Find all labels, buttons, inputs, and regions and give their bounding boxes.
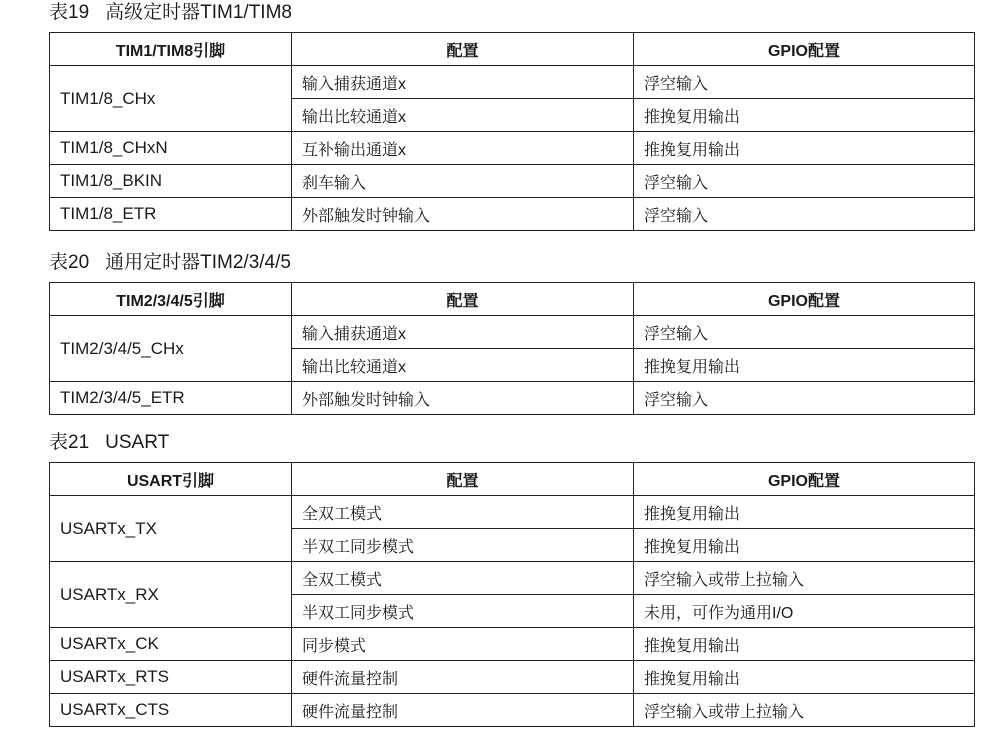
pin-cell: TIM1/8_CHxN xyxy=(50,132,292,165)
gpio-cell: 推挽复用输出 xyxy=(634,628,975,661)
table-header-row xyxy=(50,283,975,316)
gpio-cell: 推挽复用输出 xyxy=(634,349,975,382)
table-caption xyxy=(49,252,291,274)
gpio-cell: 浮空输入 xyxy=(634,198,975,231)
config-cell: 输出比较通道x xyxy=(292,349,634,382)
gpio-cell: 推挽复用输出 xyxy=(634,661,975,694)
table-row xyxy=(50,165,975,198)
table-row xyxy=(50,382,975,415)
gpio-cell: 推挽复用输出 xyxy=(634,132,975,165)
pin-config-table-tim1-tim8 xyxy=(49,32,975,231)
gpio-cell: 浮空输入 xyxy=(634,165,975,198)
gpio-cell: 推挽复用输出 xyxy=(634,529,975,562)
table-row xyxy=(50,694,975,727)
config-cell: 硬件流量控制 xyxy=(292,694,634,727)
table-number: 表19 xyxy=(49,2,90,23)
pin-config-table-tim2-5 xyxy=(49,282,975,415)
table-title: 高级定时器TIM1/TIM8 xyxy=(105,2,292,23)
table-row xyxy=(50,661,975,694)
table-row xyxy=(50,132,975,165)
config-cell: 输入捕获通道x xyxy=(292,66,634,99)
pin-cell: TIM2/3/4/5_CHx xyxy=(50,316,292,382)
table-row xyxy=(50,66,975,99)
pin-cell: USARTx_CTS xyxy=(50,694,292,727)
config-cell: 硬件流量控制 xyxy=(292,661,634,694)
header-pin: USART引脚 xyxy=(50,463,292,496)
gpio-cell: 浮空输入或带上拉输入 xyxy=(634,562,975,595)
pin-cell: TIM2/3/4/5_ETR xyxy=(50,382,292,415)
table-row xyxy=(50,496,975,529)
config-cell: 全双工模式 xyxy=(292,562,634,595)
table-title: 通用定时器TIM2/3/4/5 xyxy=(105,252,291,273)
gpio-cell: 推挽复用输出 xyxy=(634,496,975,529)
table-caption xyxy=(49,432,169,454)
header-pin: TIM1/TIM8引脚 xyxy=(50,33,292,66)
pin-cell: USARTx_RX xyxy=(50,562,292,628)
table-row xyxy=(50,198,975,231)
gpio-cell: 浮空输入 xyxy=(634,66,975,99)
config-cell: 半双工同步模式 xyxy=(292,529,634,562)
config-cell: 输出比较通道x xyxy=(292,99,634,132)
config-cell: 互补输出通道x xyxy=(292,132,634,165)
pin-config-table-usart xyxy=(49,462,975,727)
pin-cell: USARTx_CK xyxy=(50,628,292,661)
gpio-cell: 浮空输入 xyxy=(634,382,975,415)
header-config: 配置 xyxy=(292,33,634,66)
pin-cell: USARTx_RTS xyxy=(50,661,292,694)
table-header-row xyxy=(50,463,975,496)
pin-cell: TIM1/8_BKIN xyxy=(50,165,292,198)
header-gpio: GPIO配置 xyxy=(634,283,975,316)
gpio-cell: 浮空输入或带上拉输入 xyxy=(634,694,975,727)
pin-cell: USARTx_TX xyxy=(50,496,292,562)
gpio-cell: 未用，可作为通用I/O xyxy=(634,595,975,628)
table-number: 表21 xyxy=(49,432,90,453)
header-config: 配置 xyxy=(292,463,634,496)
gpio-cell: 推挽复用输出 xyxy=(634,99,975,132)
table-number: 表20 xyxy=(49,252,90,273)
pin-cell: TIM1/8_CHx xyxy=(50,66,292,132)
table-header-row xyxy=(50,33,975,66)
pin-cell: TIM1/8_ETR xyxy=(50,198,292,231)
table-row xyxy=(50,628,975,661)
config-cell: 半双工同步模式 xyxy=(292,595,634,628)
config-cell: 外部触发时钟输入 xyxy=(292,382,634,415)
header-config: 配置 xyxy=(292,283,634,316)
config-cell: 全双工模式 xyxy=(292,496,634,529)
header-gpio: GPIO配置 xyxy=(634,33,975,66)
header-gpio: GPIO配置 xyxy=(634,463,975,496)
table-caption xyxy=(49,2,292,24)
table-row xyxy=(50,562,975,595)
table-title: USART xyxy=(105,432,170,453)
config-cell: 同步模式 xyxy=(292,628,634,661)
config-cell: 外部触发时钟输入 xyxy=(292,198,634,231)
gpio-cell: 浮空输入 xyxy=(634,316,975,349)
config-cell: 输入捕获通道x xyxy=(292,316,634,349)
config-cell: 刹车输入 xyxy=(292,165,634,198)
table-row xyxy=(50,316,975,349)
header-pin: TIM2/3/4/5引脚 xyxy=(50,283,292,316)
